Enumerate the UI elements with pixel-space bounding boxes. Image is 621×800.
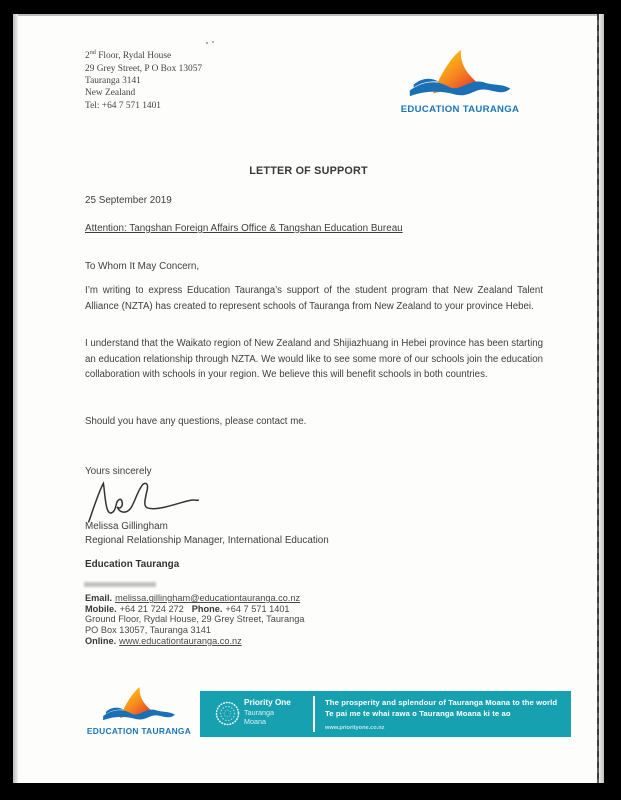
scan-edge-top (13, 14, 604, 16)
contact-email-row (85, 593, 304, 604)
contact-online-row (85, 636, 304, 647)
priority-one-sub: Tauranga (244, 707, 274, 717)
banner-tagline (325, 697, 557, 734)
tagline-maori: Te pai me te whai rawa o Tauranga Moana ki te ao (325, 709, 511, 718)
handwritten-signature (82, 474, 204, 526)
mobile-value: +64 21 724 272 (119, 603, 184, 614)
priority-one-banner (200, 691, 571, 737)
address-line: New Zealand (85, 88, 136, 99)
letter-title: LETTER OF SUPPORT (249, 165, 368, 177)
contact-block (85, 593, 304, 647)
logo-wordmark: EDUCATION TAURANGA (400, 104, 520, 115)
banner-divider (313, 696, 315, 732)
signatory-title: Regional Relationship Manager, International Education (85, 535, 329, 546)
attention-line: Attention: Tangshan Foreign Affairs Office & Tangshan Education Bureau (85, 223, 403, 234)
priority-one-name: Priority One (244, 698, 291, 707)
tagline-english: The prosperity and splendour of Tauranga Moana to the world (325, 698, 558, 707)
mobile-label: Mobile. (85, 603, 117, 614)
online-label: Online. (85, 635, 117, 646)
scan-edge-left (13, 14, 18, 783)
email-link[interactable]: melissa.gillingham@educationtauranga.co.nz (115, 593, 301, 603)
logo-wordmark: EDUCATION TAURANGA (86, 726, 192, 736)
body-paragraph: I understand that the Waikato region of New Zealand and Shijiazhuang in Hebei province has been starting an education relationship through NZTA. We would like to see some more of our schools join the education collaboration with schools in your region. We believe this will benefit schools in both countries. (85, 338, 543, 381)
email-label: Email. (85, 593, 113, 603)
address-line: Tauranga 3141 (85, 75, 141, 86)
pencil-mark-artifact (205, 40, 217, 46)
letter-page (13, 14, 604, 783)
contact-address-line: PO Box 13057, Tauranga 3141 (85, 625, 211, 636)
salutation: To Whom It May Concern, (85, 261, 200, 272)
education-tauranga-logo (400, 47, 520, 115)
address-line: 2nd Floor, Rydal House (85, 49, 172, 62)
website-link[interactable]: www.educationtauranga.co.nz (119, 635, 242, 646)
closing-line: Yours sincerely (85, 466, 152, 477)
priority-one-globe-icon (214, 700, 241, 727)
sender-address (85, 47, 202, 112)
body-paragraph: Should you have any questions, please contact me. (85, 416, 307, 427)
contact-address-line: Ground Floor, Rydal House, 29 Grey Street, Tauranga (85, 614, 305, 625)
education-tauranga-logo-mark (93, 685, 185, 725)
scan-edge-right-light (599, 14, 604, 783)
phone-label: Phone. (191, 603, 223, 614)
priority-one-url[interactable]: www.priorityone.co.nz (325, 725, 385, 731)
letter-date: 25 September 2019 (85, 195, 172, 206)
phone-value: +64 7 571 1401 (225, 603, 290, 614)
contact-phone-row (85, 604, 304, 615)
priority-one-wordmark (244, 698, 291, 727)
address-line: 29 Grey Street, P O Box 13057 (85, 63, 203, 74)
body-paragraph: I’m writing to express Education Tauranga’s support of the student program that New Zealand Talent Alliance (NZTA) has created to represent schools of Tauranga from New Zealand to your province Hebei. (85, 285, 543, 312)
priority-one-sub: Moana (244, 717, 266, 726)
education-tauranga-footer-logo (86, 685, 192, 736)
scan-smudge-artifact (84, 582, 156, 587)
address-line: Tel: +64 7 571 1401 (85, 100, 161, 111)
signatory-name: Melissa Gillingham (85, 521, 168, 532)
education-tauranga-logo-mark (405, 47, 515, 103)
signatory-organisation: Education Tauranga (85, 559, 180, 570)
